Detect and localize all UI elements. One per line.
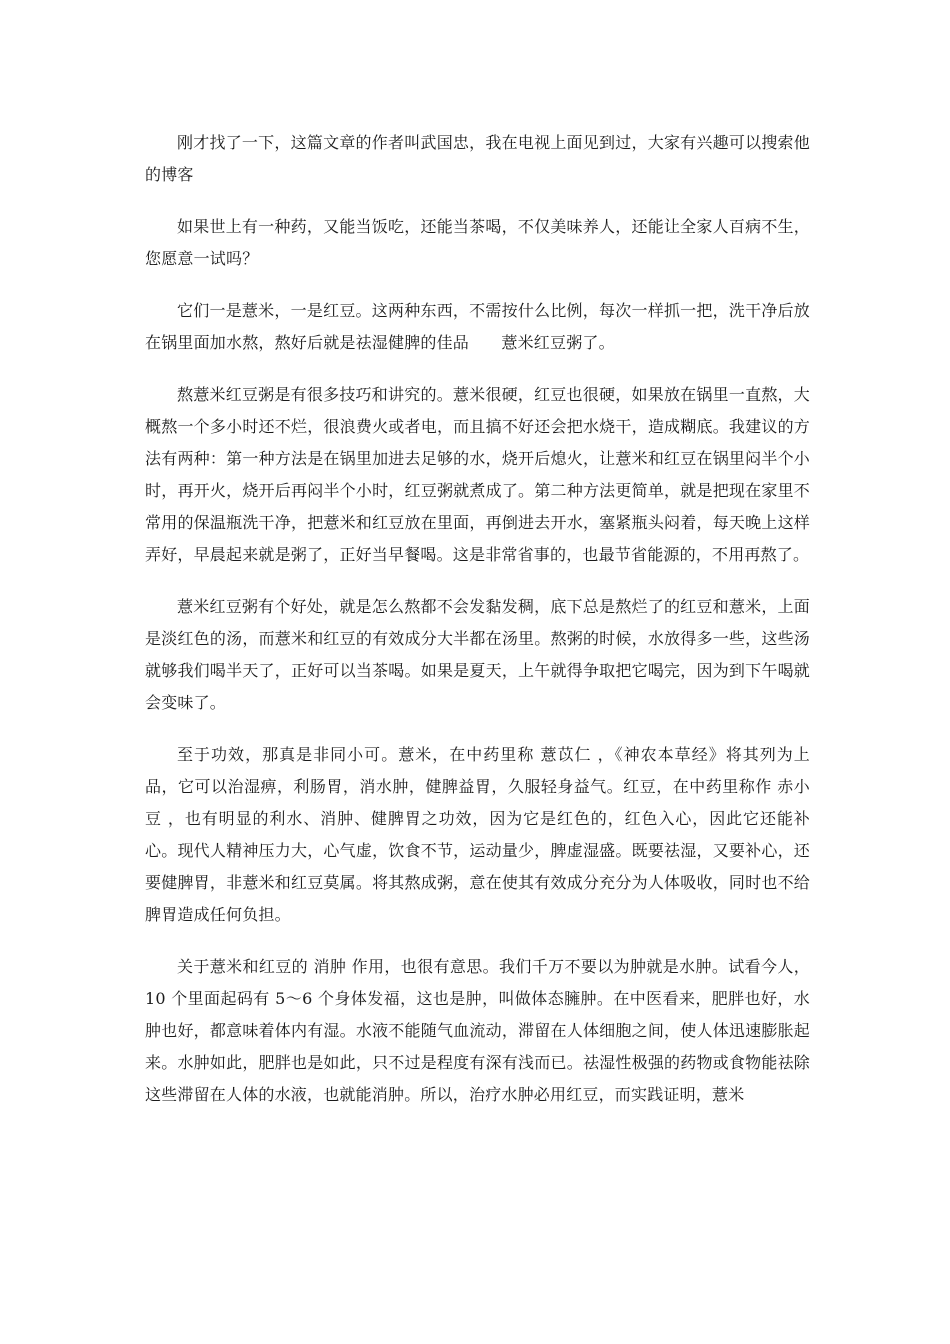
- paragraph-2: 如果世上有一种药，又能当饭吃，还能当茶喝，不仅美味养人，还能让全家人百病不生，您愿意一试吗？: [145, 217, 810, 268]
- paragraph-3: 它们一是薏米，一是红豆。这两种东西，不需按什么比例，每次一样抓一把，洗干净后放在锅里面加水熬，熬好后就是祛湿健脾的佳品 薏米红豆粥了。: [145, 301, 810, 352]
- paragraph-1: 刚才找了一下，这篇文章的作者叫武国忠，我在电视上面见到过，大家有兴趣可以搜索他的博客: [145, 133, 810, 184]
- paragraph-6: 至于功效，那真是非同小可。薏米，在中药里称 薏苡仁 ，《神农本草经》将其列为上品，它可以治湿痹，利肠胃，消水肿，健脾益胃，久服轻身益气。红豆，在中药里称作 赤小豆 ，也有明显的利水、消肿、健脾胃之功效，因为它是红色的，红色入心，因此它还能补心。现代人精神压力大，心气虚，饮食不节，运动量少，脾虚湿盛。既要祛湿，又要补心，还要健脾胃，非薏米和红豆莫属。将其熬成粥，意在使其有效成分充分为人体吸收，同时也不给脾胃造成任何负担。: [145, 745, 810, 924]
- paragraph-4: 熬薏米红豆粥是有很多技巧和讲究的。薏米很硬，红豆也很硬，如果放在锅里一直熬，大概熬一个多小时还不烂，很浪费火或者电，而且搞不好还会把水烧干，造成糊底。我建议的方法有两种：第一种方法是在锅里加进去足够的水，烧开后熄火，让薏米和红豆在锅里闷半个小时，再开火，烧开后再闷半个小时，红豆粥就煮成了。第二种方法更简单，就是把现在家里不常用的保温瓶洗干净，把薏米和红豆放在里面，再倒进去开水，塞紧瓶头闷着，每天晚上这样弄好，早晨起来就是粥了，正好当早餐喝。这是非常省事的，也最节省能源的，不用再熬了。: [145, 385, 810, 564]
- paragraph-5: 薏米红豆粥有个好处，就是怎么熬都不会发黏发稠，底下总是熬烂了的红豆和薏米，上面是淡红色的汤，而薏米和红豆的有效成分大半都在汤里。熬粥的时候，水放得多一些，这些汤就够我们喝半天了，正好可以当茶喝。如果是夏天，上午就得争取把它喝完，因为到下午喝就会变味了。: [145, 597, 810, 712]
- paragraph-7: 关于薏米和红豆的 消肿 作用，也很有意思。我们千万不要以为肿就是水肿。试看今人，10 个里面起码有 5～6 个身体发福，这也是肿，叫做体态臃肿。在中医看来，肥胖也好，水肿也好，都意味着体内有湿。水液不能随气血流动，滞留在人体细胞之间，使人体迅速膨胀起来。水肿如此，肥胖也是如此，只不过是程度有深有浅而已。祛湿性极强的药物或食物能祛除这些滞留在人体的水液，也就能消肿。所以，治疗水肿必用红豆，而实践证明，薏米: [145, 957, 810, 1104]
